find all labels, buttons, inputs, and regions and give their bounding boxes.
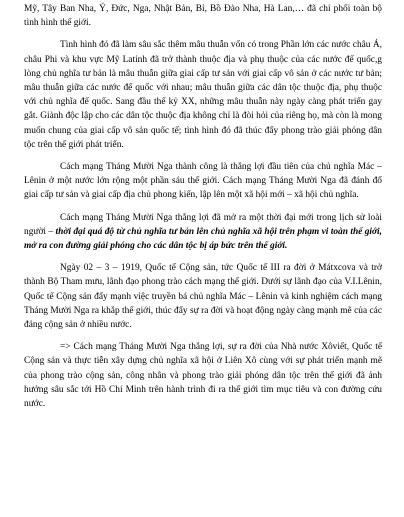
new-era-intro-text: Cách mạng Tháng Mười Nga thắng lợi đã mở ra một thời đại mới trong lịch sử loài người – — [24, 212, 382, 237]
paragraph-october-revolution: Cách mạng Tháng Mười Nga thành công là thắng lợi đầu tiên của chủ nghĩa Mác – Lênin ở một nước lớn rộng một phần sáu thế giới. Cách mạng Tháng Mười Nga đã đánh đổ giai cấp tư sản và giai cấp địa chủ phong kiến, lập lên một xã hội mới – xã hội chủ nghĩa. — [24, 162, 382, 201]
paragraph-contradictions: Tình hình đó đã làm sâu sắc thêm mâu thuẫn vốn có trong Phần lớn các nước châu Á, châu Phi và khu vực Mỹ Latinh đã trở thành thuộc địa và phụ thuộc của các nước đế quốc,g lòng chủ nghĩa tư bản là mâu thuẫn giữa giai cấp tư sản với giai cấp vô sản ở các nước tư bản; mâu thuẫn giữa các nước đế quốc với nhau; mâu thuẫn giữa các dân tộc thuộc địa, phụ thuộc với chủ nghĩa đế quốc. Sang đầu thế kỷ XX, những mâu thuẫn này ngày càng phát triển gay gắt. Giành độc lập cho các dân tộc thuộc địa không chỉ là đòi hỏi của riêng họ, mà còn là mong muốn chung của giai cấp vô sản quốc tế; tình hình đó đã thúc đẩy phong trào giải phóng dân tộc trên thế giới phát triển. — [24, 40, 382, 150]
paragraph-new-era — [24, 211, 382, 254]
paragraph-conclusion: => Cách mạng Tháng Mười Nga thắng lợi, sự ra đời của Nhà nước Xôviết, Quốc tế Cộng sản và thực tiễn xây dựng chủ nghĩa xã hội ở Liên Xô cùng với sự phát triển mạnh mẽ của phong trào cộng sản, công nhân và phong trào giải phóng dân tộc trên thế giới đã ảnh hưởng sâu sắc tới Hồ Chí Minh trên hành trình đi ra thế giới tìm mục tiêu và con đường cứu nước. — [24, 342, 382, 410]
new-era-emphasis-text: thời đại quá độ từ chủ nghĩa tư bản lên chủ nghĩa xã hội trên phạm vi toàn thế giới, mở ra con đường giải phóng cho các dân tộc bị áp bức trên thế giới. — [24, 226, 382, 252]
paragraph-comintern: Ngày 02 – 3 – 1919, Quốc tế Cộng sản, tức Quốc tế III ra đời ở Mátxcova và trở thành Bộ Tham mưu, lãnh đạo phong trào cách mạng thế giới. Dưới sự lãnh đạo của V.I.Lênin, Quốc tế Cộng sản đẩy mạnh việc truyền bá chủ nghĩa Mác – Lênin và kinh nghiệm cách mạng Tháng Mười Nga ra khắp thế giới, thúc đẩy sự ra đời và hoạt động ngày càng mạnh mẽ của các đảng cộng sản ở nhiều nước. — [24, 263, 382, 331]
paragraph-continuation: Mỹ, Tây Ban Nha, Ý, Đức, Nga, Nhật Bản, Bỉ, Bồ Đào Nha, Hà Lan,… đã chi phối toàn bộ tình hình thế giới. — [24, 4, 382, 29]
